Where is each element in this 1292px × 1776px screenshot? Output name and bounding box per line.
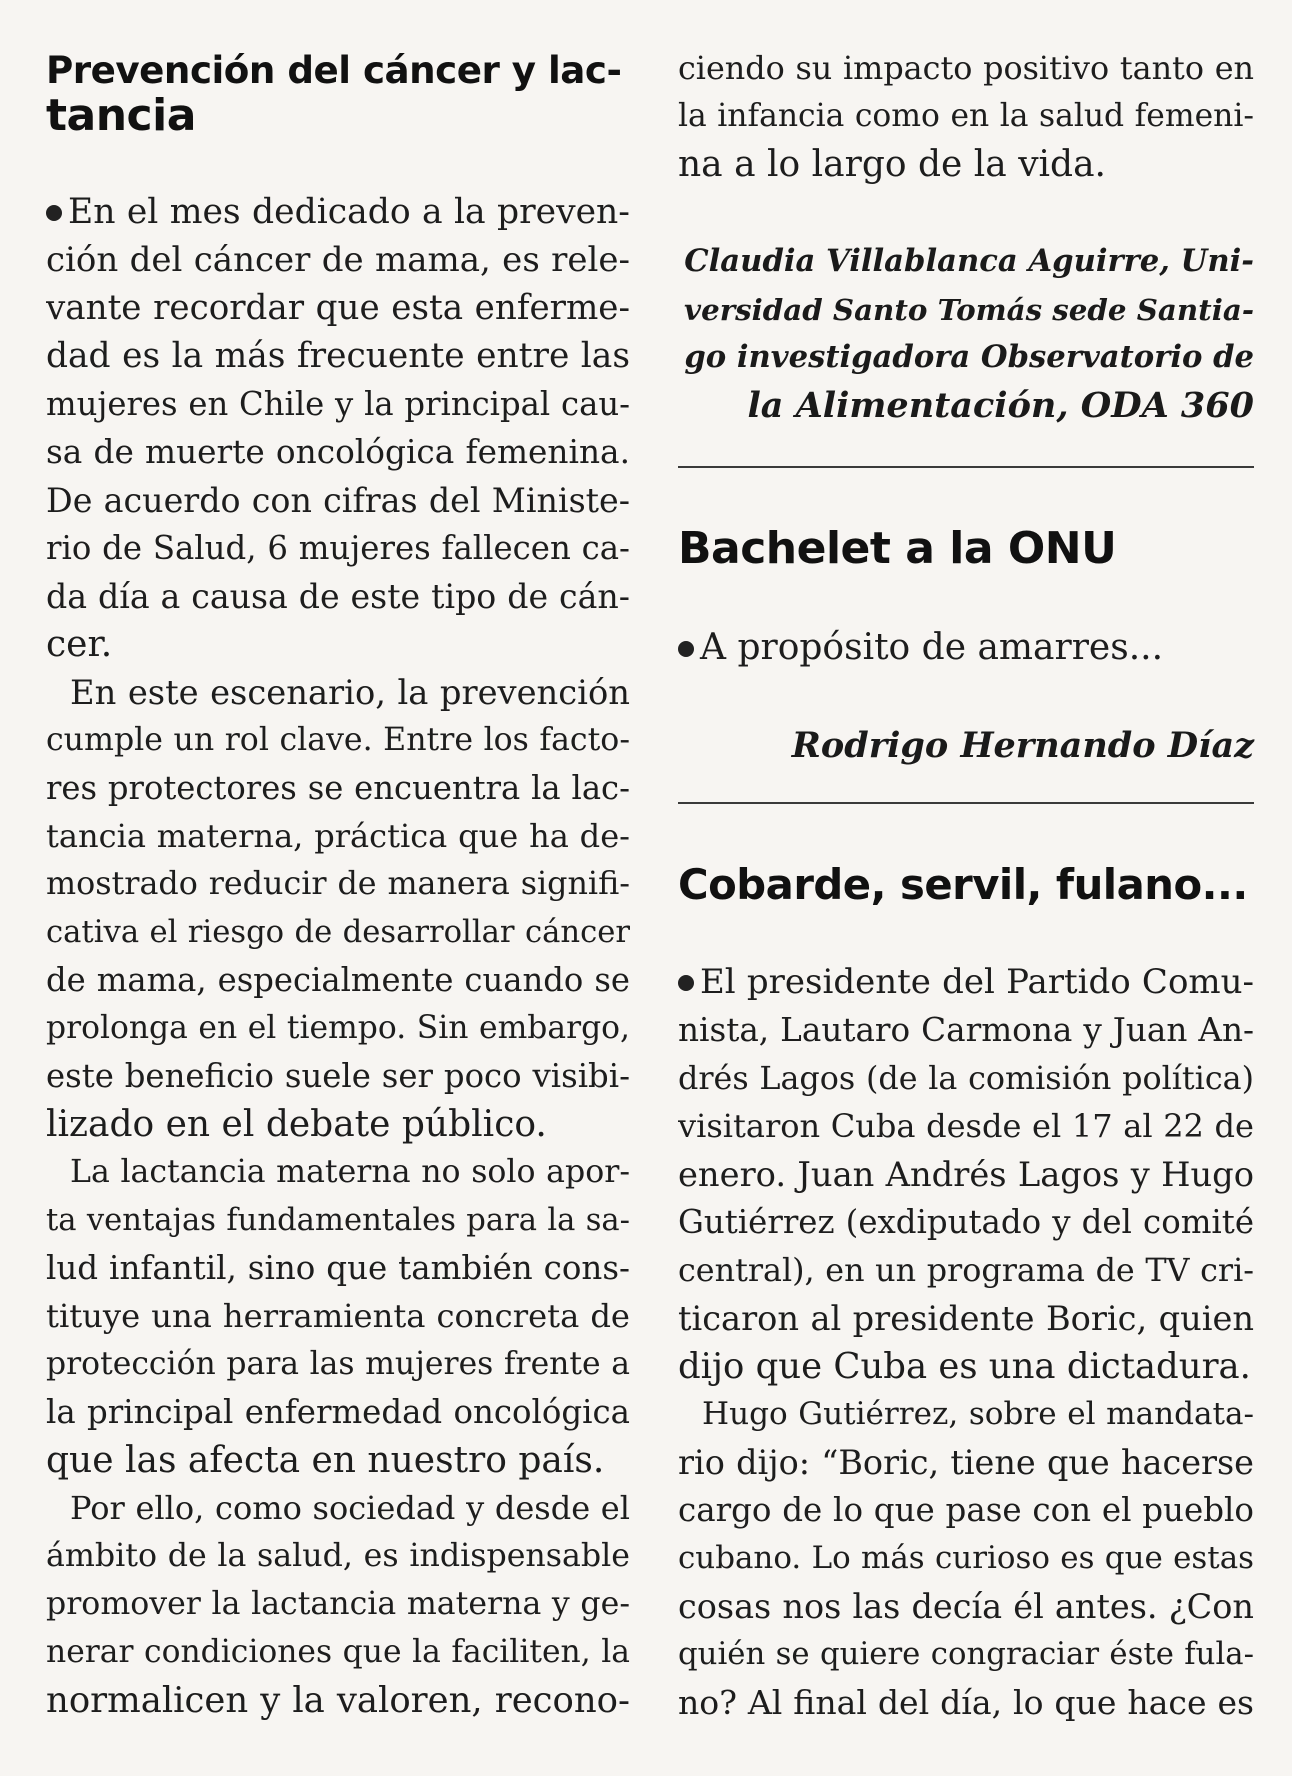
bullet-icon — [46, 205, 62, 221]
cobarde-paragraph-1-line: ticaron al presidente Boric, quien — [678, 1299, 1254, 1338]
signature-villablanca-line: go investigadora Observatorio de — [684, 339, 1254, 375]
paragraph-3-line: lud infantil, sino que también cons- — [46, 1249, 630, 1287]
cobarde-paragraph-2-line: quién se quiere congraciar éste fula- — [678, 1636, 1254, 1672]
paragraph-1-line: sa de muerte oncológica femenina. — [46, 433, 630, 471]
paragraph-1-line: De acuerdo con cifras del Ministe- — [46, 481, 630, 520]
paragraph-1-line: da día a causa de este tipo de cán- — [46, 577, 630, 616]
paragraph-3-line: que las afecta en nuestro país. — [46, 1440, 605, 1481]
paragraph-2-line: tancia materna, práctica que ha de- — [46, 817, 630, 855]
cobarde-paragraph-1-line: Gutiérrez (exdiputado y del comité — [678, 1203, 1254, 1241]
cobarde-paragraph-1-line: dijo que Cuba es una dictadura. — [678, 1346, 1251, 1387]
paragraph-2-line: En este escenario, la prevención — [70, 673, 630, 712]
headline-bachelet: Bachelet a la ONU — [678, 523, 1117, 574]
cobarde-paragraph-1-line: visitaron Cuba desde el 17 al 22 de — [678, 1107, 1254, 1145]
section-divider — [678, 802, 1254, 804]
paragraph-4-line: Por ello, como sociedad y desde el — [70, 1489, 630, 1527]
paragraph-3-line: La lactancia materna no solo apor- — [70, 1154, 630, 1190]
headline-prevencion-line-1: Prevención del cáncer y lac- — [46, 48, 622, 92]
paragraph-2-line: lizado en el debate público. — [46, 1104, 547, 1145]
cobarde-paragraph-2-line: cubano. Lo más curioso es que estas — [678, 1540, 1254, 1576]
signature-hernando: Rodrigo Hernando Díaz — [791, 725, 1254, 766]
paragraph-4-line: normalicen y la valoren, recono- — [46, 1680, 630, 1721]
paragraph-3-line: protección para las mujeres frente a — [46, 1346, 630, 1382]
letter-bachelet-text: A propósito de amarres... — [700, 627, 1164, 668]
bullet-icon — [678, 975, 694, 991]
paragraph-2-line: cumple un rol clave. Entre los facto- — [46, 722, 630, 758]
paragraph-4-line: ámbito de la salud, es indispensable — [46, 1538, 630, 1574]
cobarde-paragraph-1-line: drés Lagos (de la comisión política) — [678, 1060, 1254, 1097]
paragraph-2-line: prolonga en el tiempo. Sin embargo, — [46, 1010, 630, 1046]
continuation-line: la infancia como en la salud femeni- — [678, 98, 1254, 134]
paragraph-2-line: mostrado reducir de manera signifi- — [46, 866, 630, 902]
paragraph-1-line: rio de Salud, 6 mujeres fallecen ca- — [46, 529, 630, 567]
signature-villablanca-line: la Alimentación, ODA 360 — [747, 385, 1254, 426]
paragraph-1-line: mujeres en Chile y la principal cau- — [46, 385, 630, 423]
paragraph-2-line: de mama, especialmente cuando se — [46, 961, 630, 999]
cobarde-paragraph-1-line: El presidente del Partido Comu- — [700, 962, 1254, 1002]
headline-prevencion-line-2: tancia — [46, 90, 196, 141]
cobarde-paragraph-2-line: no? Al final del día, lo que hace es — [678, 1683, 1254, 1722]
paragraph-2-line: res protectores se encuentra la lac- — [46, 769, 630, 807]
paragraph-4-line: nerar condiciones que la faciliten, la — [46, 1634, 630, 1670]
paragraph-1-line: cer. — [46, 624, 113, 665]
paragraph-2-line: este beneficio suele ser poco visibi- — [46, 1057, 630, 1095]
paragraph-3-line: ta ventajas fundamentales para la sa- — [46, 1203, 630, 1238]
paragraph-4-line: promover la lactancia materna y ge- — [46, 1586, 630, 1622]
paragraph-3-line: tituye una herramienta concreta de — [46, 1297, 630, 1335]
headline-cobarde: Cobarde, servil, fulano... — [678, 860, 1248, 909]
cobarde-paragraph-1-line: central), en un programa de TV cri- — [678, 1252, 1254, 1289]
signature-villablanca-line: Claudia Villablanca Aguirre, Uni- — [684, 243, 1254, 279]
cobarde-paragraph-2-line: rio dijo: “Boric, tiene que hacerse — [678, 1443, 1254, 1482]
paragraph-1-line: ción del cáncer de mama, es rele- — [46, 240, 630, 280]
bullet-icon — [678, 641, 694, 657]
paragraph-3-line: la principal enfermedad oncológica — [46, 1393, 630, 1431]
paragraph-2-line: cativa el riesgo de desarrollar cáncer — [46, 915, 630, 950]
section-divider — [678, 466, 1254, 468]
paragraph-1-line: En el mes dedicado a la preven- — [68, 192, 630, 232]
cobarde-paragraph-2-line: cargo de lo que pase con el pueblo — [678, 1491, 1254, 1529]
continuation-line: na a lo largo de la vida. — [678, 144, 1106, 185]
signature-villablanca-line: versidad Santo Tomás sede Santia- — [684, 292, 1254, 327]
cobarde-paragraph-1-line: nista, Lautaro Carmona y Juan An- — [678, 1011, 1254, 1049]
cobarde-paragraph-2-line: cosas nos las decía él antes. ¿Con — [678, 1587, 1254, 1626]
paragraph-1-line: dad es la más frecuente entre las — [46, 336, 630, 376]
cobarde-paragraph-1-line: enero. Juan Andrés Lagos y Hugo — [678, 1155, 1254, 1194]
paragraph-1-line: vante recordar que esta enferme- — [46, 288, 630, 328]
cobarde-paragraph-2-line: Hugo Gutiérrez, sobre el mandata- — [702, 1396, 1254, 1432]
continuation-line: ciendo su impacto positivo tanto en — [678, 50, 1254, 87]
